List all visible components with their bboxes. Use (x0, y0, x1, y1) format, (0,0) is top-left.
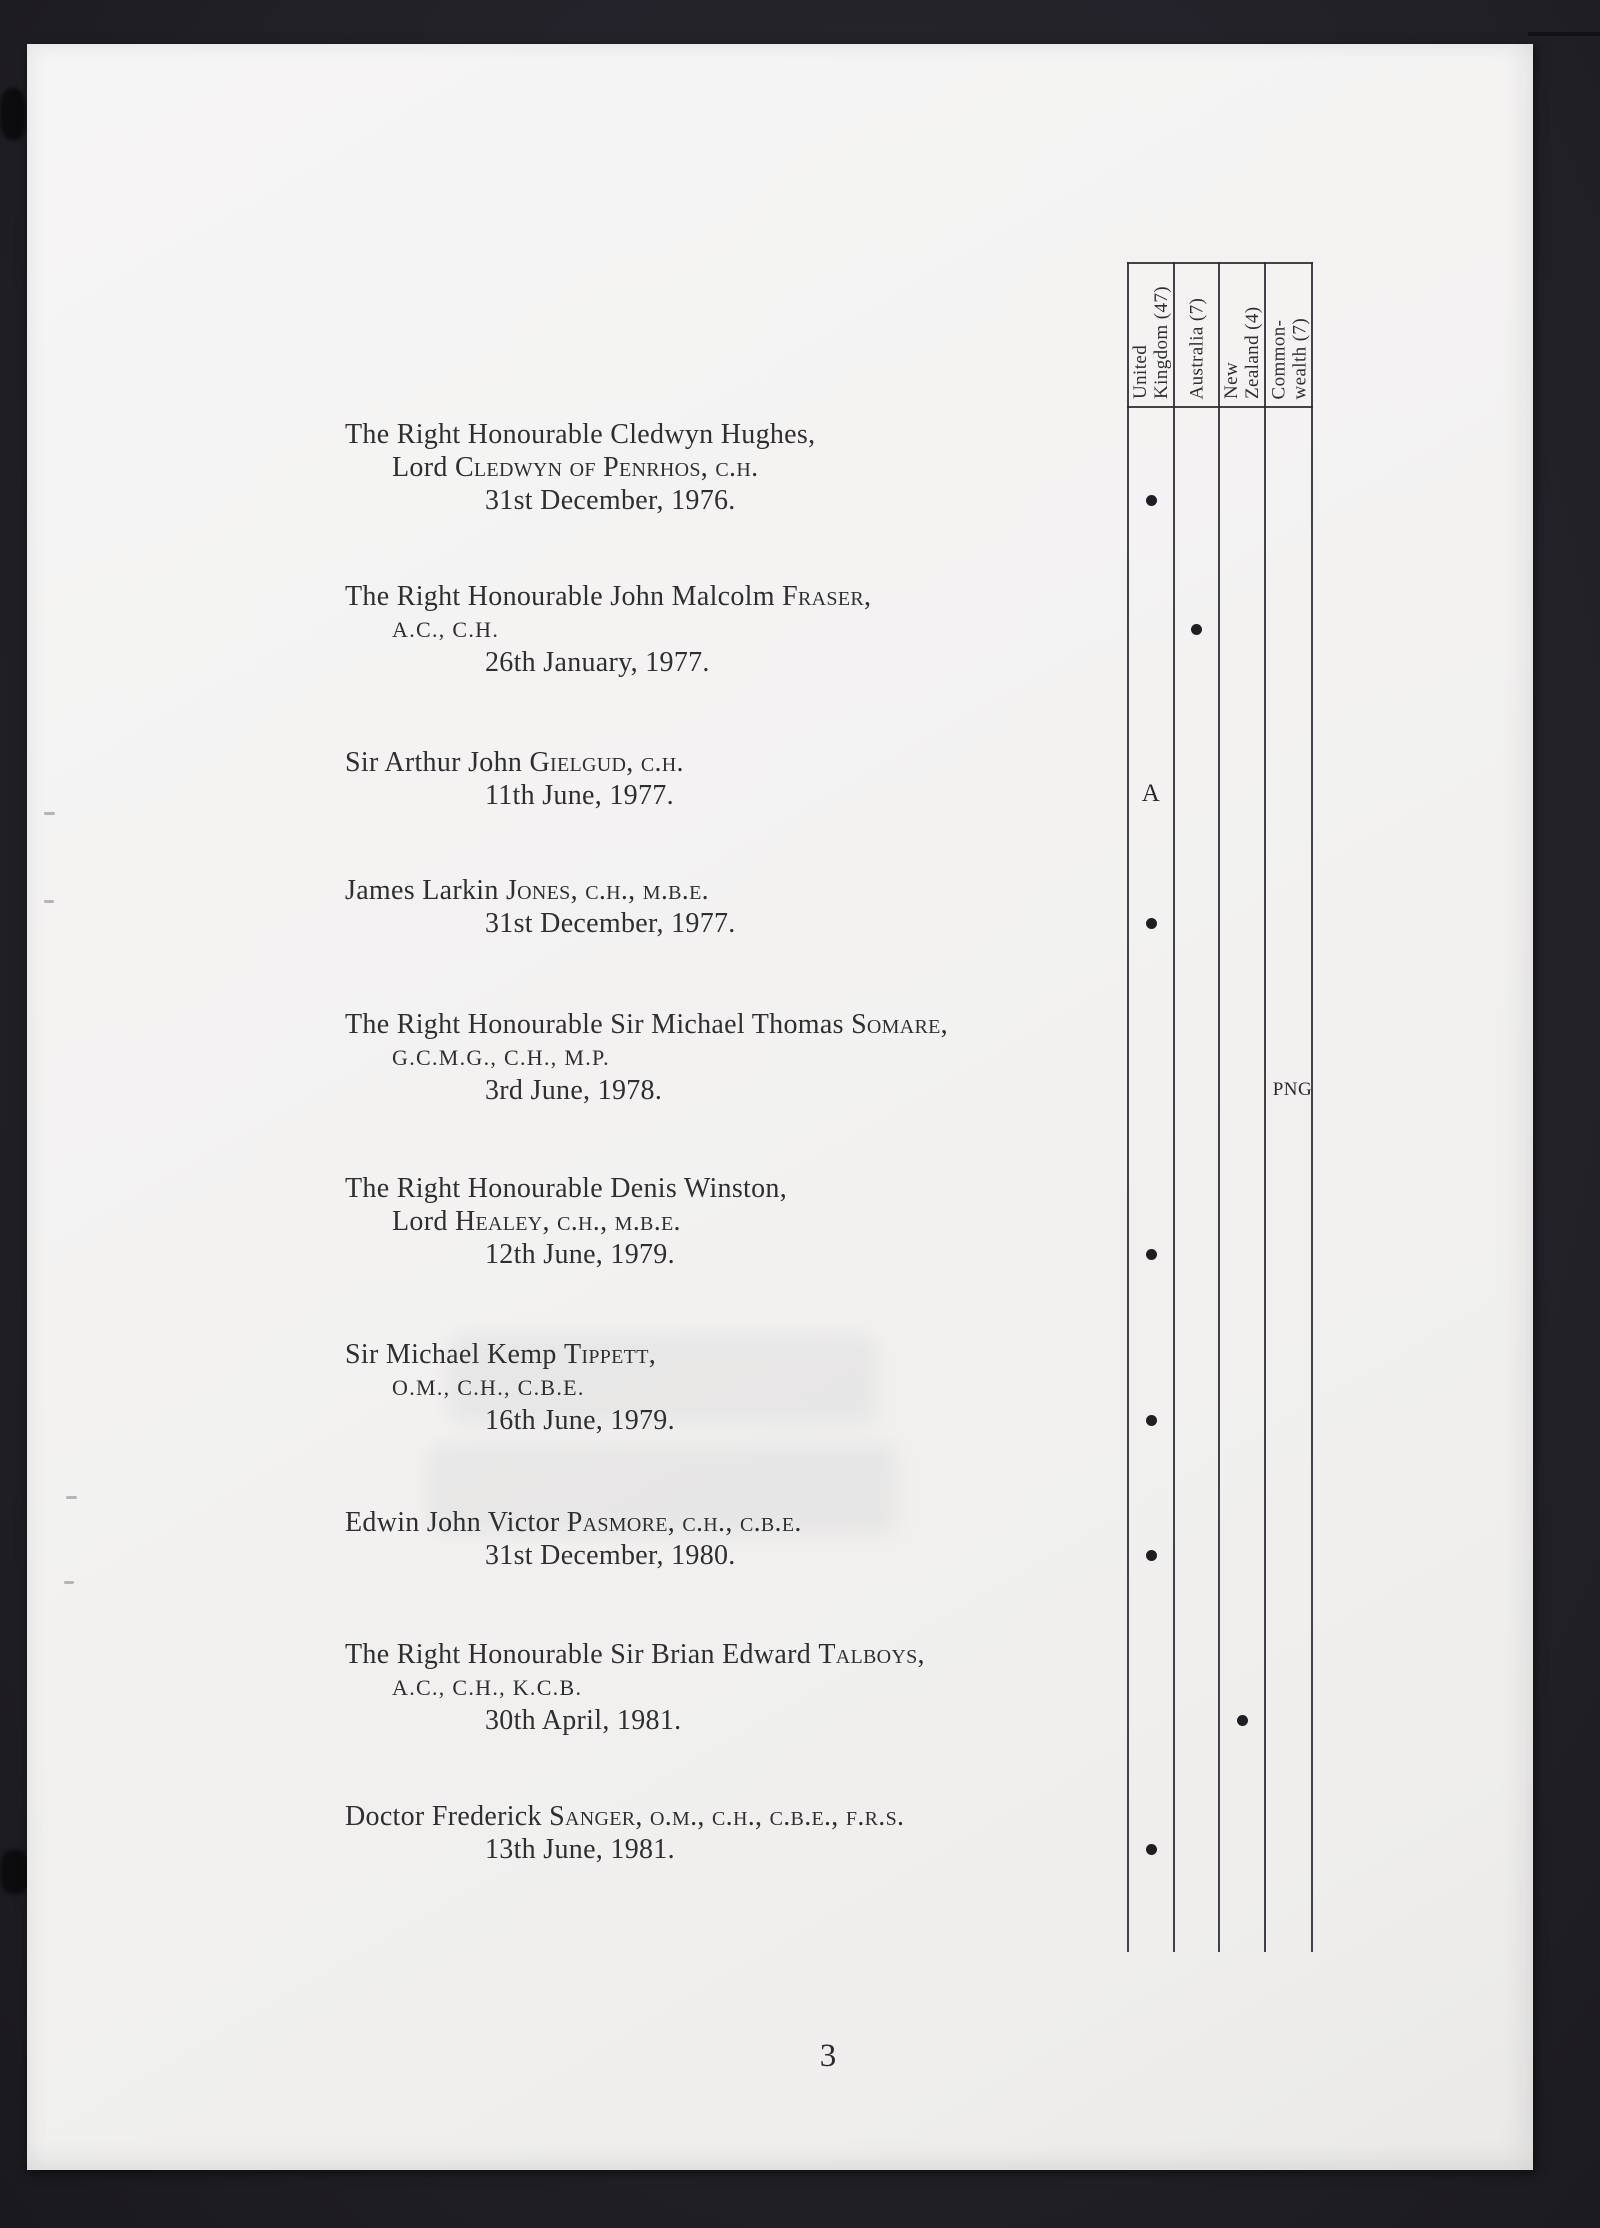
surname-smallcaps: Tippett, (563, 1339, 657, 1370)
entry-name-line (345, 1008, 948, 1041)
pencil-mark (44, 900, 54, 903)
page-number: 3 (819, 2038, 837, 2074)
entry-honours-line (392, 613, 871, 646)
table-header-separator (1127, 406, 1313, 408)
entry-text: Sir Arthur John (345, 747, 530, 778)
binding-mark-artifact (0, 1850, 30, 1894)
table-column-rule-1 (1173, 262, 1175, 1952)
surname-smallcaps: Fraser, (782, 581, 872, 612)
entry-honours-line (392, 1371, 675, 1404)
entry-text: O.M., C.H., C.B.E. (392, 1375, 585, 1400)
honours-entry (345, 580, 871, 679)
entry-date-line (485, 1074, 948, 1107)
entry-text: Doctor Frederick (345, 1801, 550, 1832)
entry-name-line (345, 746, 684, 779)
honours-entry (345, 746, 684, 812)
column-header-label: Australia (7) (1186, 297, 1207, 399)
binding-mark-artifact (0, 88, 26, 140)
entry-name-line (345, 1638, 925, 1671)
entry-text: 11th June, 1977. (485, 780, 674, 811)
entry-name-line (345, 580, 871, 613)
award-marker-dot (1146, 495, 1157, 506)
column-header-label: Zealand (4) (1242, 306, 1263, 399)
entry-text: The Right Honourable Cledwyn Hughes, (345, 419, 816, 450)
entry-date-line (485, 1404, 675, 1437)
award-marker-dot (1146, 1415, 1157, 1426)
surname-smallcaps: Cledwyn of Penrhos, c.h. (454, 452, 759, 483)
table-column-rule-3 (1264, 262, 1266, 1952)
column-header-aus (1174, 264, 1219, 404)
entry-text: 31st December, 1976. (485, 485, 736, 516)
honours-entry (345, 1008, 948, 1107)
entry-text: G.C.M.G., C.H., M.P. (392, 1045, 610, 1070)
entry-text: 16th June, 1979. (485, 1405, 675, 1436)
entry-text: 30th April, 1981. (485, 1705, 682, 1736)
column-header-label: Kingdom (47) (1151, 286, 1172, 399)
column-header-label: New (1221, 361, 1242, 399)
award-marker-dot (1237, 1715, 1248, 1726)
entry-text: The Right Honourable John Malcolm (345, 581, 783, 612)
honours-entry (345, 874, 736, 940)
column-header-label: United (1130, 344, 1151, 399)
entry-name-line (345, 1338, 675, 1371)
pencil-mark (66, 1496, 77, 1499)
surname-smallcaps: Pasmore, c.h., c.b.e. (566, 1507, 802, 1538)
entry-text: The Right Honourable Sir Brian Edward (345, 1639, 819, 1670)
entry-honours-line (392, 1041, 948, 1074)
surname-smallcaps: Gielgud, c.h. (529, 747, 684, 778)
entry-text: Lord (392, 452, 455, 483)
scan-seam-artifact (1528, 32, 1600, 36)
entry-name-line (392, 1205, 787, 1238)
entry-name-line (345, 1172, 787, 1205)
entry-text: 31st December, 1980. (485, 1540, 736, 1571)
column-header-nz (1219, 264, 1265, 404)
column-header-label: wealth (7) (1288, 317, 1310, 399)
award-marker-dot (1146, 918, 1157, 929)
surname-smallcaps: Jones, c.h., m.b.e. (505, 875, 709, 906)
entry-date-line (485, 1539, 802, 1572)
entry-honours-line (392, 1671, 925, 1704)
entry-text: The Right Honourable Denis Winston, (345, 1173, 788, 1204)
honours-entry (345, 1338, 675, 1437)
honours-entry (345, 1638, 925, 1737)
pencil-mark (44, 812, 55, 815)
table-column-rule-0 (1127, 262, 1129, 1952)
table-column-rule-4 (1311, 262, 1313, 1952)
column-header-uk (1128, 264, 1174, 404)
entry-date-line (485, 907, 736, 940)
honours-entry (345, 418, 815, 517)
entry-name-line (345, 418, 815, 451)
entry-text: 3rd June, 1978. (485, 1075, 663, 1106)
entry-date-line (485, 1704, 925, 1737)
award-marker-dot (1146, 1550, 1157, 1561)
award-marker-label: PNG (1272, 1078, 1313, 1100)
honours-entry (345, 1800, 904, 1866)
column-header-cw (1265, 264, 1312, 404)
entry-text: Lord (392, 1206, 455, 1237)
award-marker-label: A (1141, 780, 1161, 807)
entry-text: 12th June, 1979. (485, 1239, 675, 1270)
table-column-rule-2 (1218, 262, 1220, 1952)
entry-date-line (485, 484, 815, 517)
award-marker-dot (1146, 1249, 1157, 1260)
entry-text: 31st December, 1977. (485, 908, 736, 939)
entry-name-line (345, 1506, 802, 1539)
entry-text: James Larkin (345, 875, 506, 906)
entry-text: 13th June, 1981. (485, 1834, 675, 1865)
pencil-mark (64, 1581, 74, 1584)
entry-date-line (485, 646, 871, 679)
entry-text: Sir Michael Kemp (345, 1339, 564, 1370)
entry-date-line (485, 779, 684, 812)
award-marker-dot (1146, 1844, 1157, 1855)
entry-text: 26th January, 1977. (485, 647, 710, 678)
entry-name-line (392, 451, 815, 484)
surname-smallcaps: Somare, (851, 1009, 948, 1040)
honours-entry (345, 1172, 787, 1271)
column-header-label: Common- (1267, 319, 1289, 399)
entry-text: A.C., C.H. (392, 617, 500, 642)
entry-text: The Right Honourable Sir Michael Thomas (345, 1009, 852, 1040)
surname-smallcaps: Healey, c.h., m.b.e. (454, 1206, 681, 1237)
entry-date-line (485, 1238, 787, 1271)
award-marker-dot (1191, 624, 1202, 635)
entry-name-line (345, 874, 736, 907)
entry-text: Edwin John Victor (345, 1507, 567, 1538)
honours-entry (345, 1506, 802, 1572)
surname-smallcaps: Sanger, o.m., c.h., c.b.e., f.r.s. (549, 1801, 905, 1832)
entry-text: A.C., C.H., K.C.B. (392, 1675, 583, 1700)
entry-date-line (485, 1833, 904, 1866)
entry-name-line (345, 1800, 904, 1833)
surname-smallcaps: Talboys, (818, 1639, 925, 1670)
